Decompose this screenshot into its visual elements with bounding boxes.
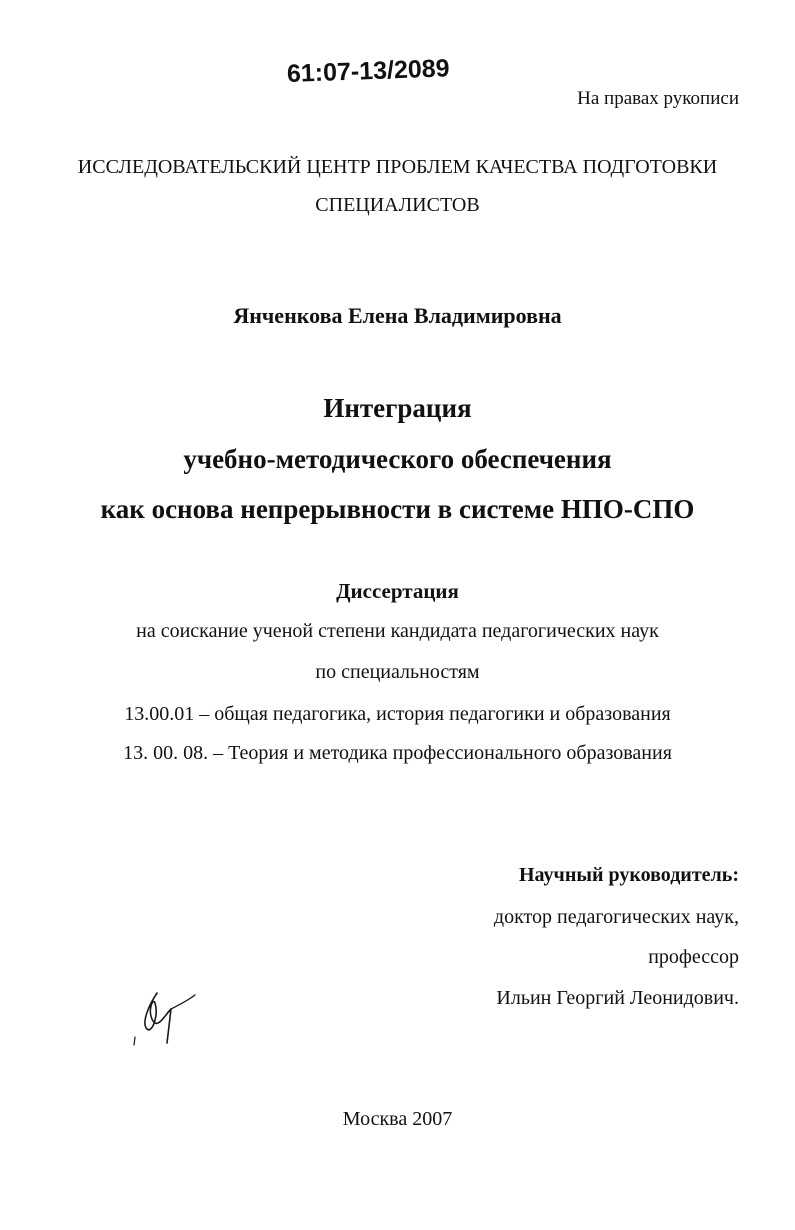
thesis-specialty-1: 13.00.01 – общая педагогика, история педагогики и образования (124, 703, 671, 725)
organization-line-1: ИССЛЕДОВАТЕЛЬСКИЙ ЦЕНТР ПРОБЛЕМ КАЧЕСТВА ПОДГОТОВКИ (77, 156, 718, 178)
thesis-by-specialties: по специальностям (315, 661, 480, 683)
city-year: Москва 2007 (342, 1108, 453, 1130)
author-name: Янченкова Елена Владимировна (233, 303, 562, 328)
rights-note: На правах рукописи (577, 88, 739, 109)
thesis-specialty-2: 13. 00. 08. – Теория и методика профессионального образования (123, 742, 672, 764)
title-line-3: как основа непрерывности в системе НПО-СПО (100, 494, 695, 524)
thesis-label: Диссертация (336, 579, 459, 603)
supervisor-degree: доктор педагогических наук, (493, 906, 739, 928)
supervisor-heading: Научный руководитель: (519, 864, 739, 886)
organization-line-2: СПЕЦИАЛИСТОВ (315, 194, 480, 216)
archive-stamp-code: 61:07-13/2089 (286, 54, 451, 88)
handwritten-signature (125, 985, 200, 1055)
title-line-2: учебно-методического обеспечения (183, 444, 612, 474)
title-line-1: Интеграция (323, 393, 472, 423)
supervisor-rank: профессор (648, 946, 739, 968)
supervisor-name: Ильин Георгий Леонидович. (496, 987, 739, 1009)
thesis-degree: на соискание ученой степени кандидата педагогических наук (136, 620, 659, 642)
